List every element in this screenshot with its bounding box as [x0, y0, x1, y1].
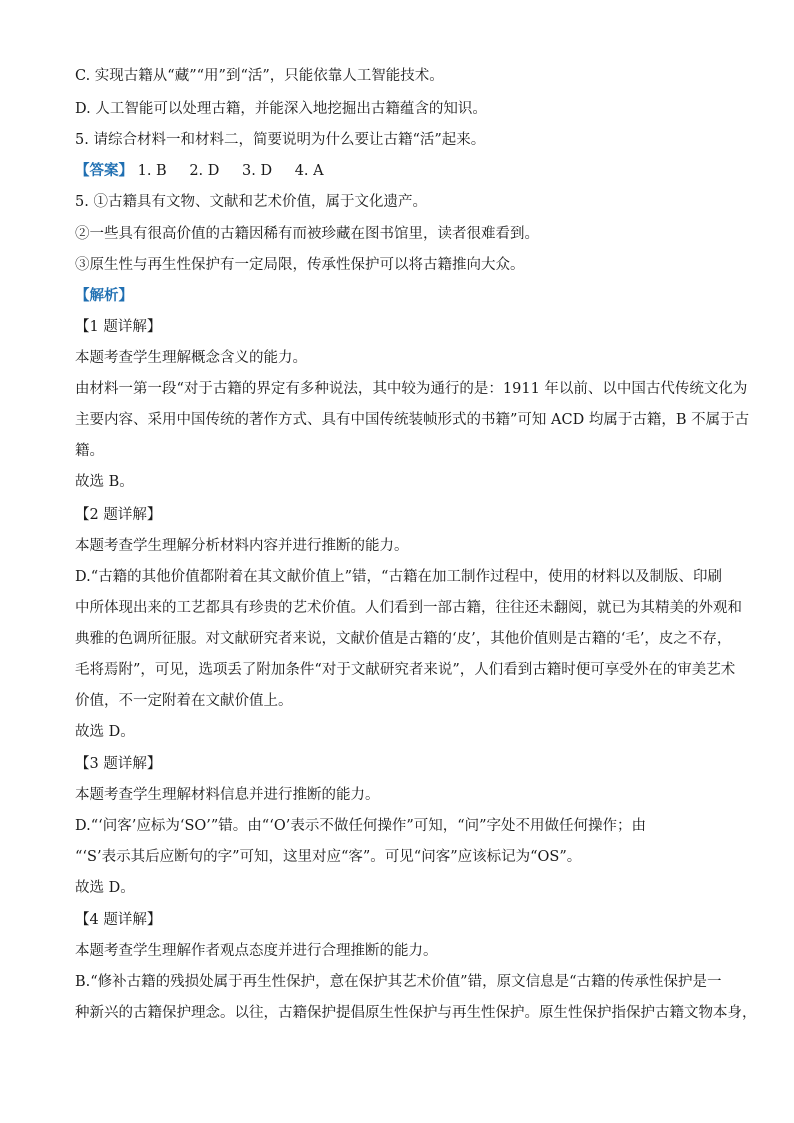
answer-item-1: 1. B	[137, 163, 167, 179]
question-5: 5. 请综合材料一和材料二，简要说明为什么要让古籍“活”起来。	[75, 132, 486, 148]
q4-header: 【4 题详解】	[75, 912, 162, 928]
answer-tag: 【答案】	[75, 162, 133, 179]
q1-line: 由材料一第一段“对于古籍的界定有多种说法，其中较为通行的是：1911 年以前、以中国古代传统文化为	[75, 381, 748, 397]
q2-line: 中所体现出来的工艺都具有珍贵的艺术价值。人们看到一部古籍，往往还未翻阅，就已为其精美的外观和	[75, 600, 742, 616]
q4-line: 本题考查学生理解作者观点态度并进行合理推断的能力。	[75, 943, 438, 959]
q4-line: B.“修补古籍的残损处属于再生性保护，意在保护其艺术价值”错，原文信息是“古籍的传承性保护是一	[75, 974, 722, 990]
answer5-point-2: ②一些具有很高价值的古籍因稀有而被珍藏在图书馆里，读者很难看到。	[75, 226, 539, 242]
q4-line: 种新兴的古籍保护理念。以往，古籍保护提倡原生性保护与再生性保护。原生性保护指保护古籍文物本身，	[75, 1005, 757, 1021]
answer5-point-1: 5. ①古籍具有文物、文献和艺术价值，属于文化遗产。	[75, 194, 427, 210]
q1-header: 【1 题详解】	[75, 319, 162, 335]
q2-line: 典雅的色调所征服。对文献研究者来说，文献价值是古籍的‘皮’，其他价值则是古籍的‘毛’，皮之不存，	[75, 631, 732, 647]
q2-line: 毛将焉附”，可见，选项丢了附加条件“对于文献研究者来说”，人们看到古籍时便可享受外在的审美艺术	[75, 662, 736, 678]
q2-header: 【2 题详解】	[75, 507, 162, 523]
option-c: C. 实现古籍从“藏”“用”到“活”，只能依靠人工智能技术。	[75, 68, 444, 84]
q1-line: 籍。	[75, 443, 104, 459]
q3-line: 本题考查学生理解材料信息并进行推断的能力。	[75, 787, 380, 803]
answer-line	[75, 161, 725, 181]
answer-item-2: 2. D	[189, 163, 220, 179]
option-d: D. 人工智能可以处理古籍，并能深入地挖掘出古籍蕴含的知识。	[75, 101, 487, 117]
q2-line: 本题考查学生理解分析材料内容并进行推断的能力。	[75, 538, 409, 554]
q1-line: 主要内容、采用中国传统的著作方式、具有中国传统装帧形式的书籍”可知 ACD 均属于古籍，B 不属于古	[75, 412, 750, 428]
q3-line: D.“‘问客’应标为‘SO’”错。由“‘O’表示不做任何操作”可知，“问”字处不用做任何操作；由	[75, 818, 647, 834]
analysis-tag: 【解析】	[75, 287, 133, 304]
q2-line: 价值，不一定附着在文献价值上。	[75, 693, 293, 709]
answer5-point-3: ③原生性与再生性保护有一定局限，传承性保护可以将古籍推向大众。	[75, 257, 525, 273]
q3-header: 【3 题详解】	[75, 756, 162, 772]
q1-line: 本题考查学生理解概念含义的能力。	[75, 350, 307, 366]
q2-line: D.“古籍的其他价值都附着在其文献价值上”错，“古籍在加工制作过程中，使用的材料以及制版、印刷	[75, 569, 722, 585]
q2-line: 故选 D。	[75, 724, 135, 740]
answer-item-4: 4. A	[294, 163, 324, 179]
answer-item-3: 3. D	[242, 163, 273, 179]
q3-line: 故选 D。	[75, 880, 135, 896]
q1-line: 故选 B。	[75, 474, 134, 490]
q3-line: “‘S’表示其后应断句的字”可知，这里对应“客”。可见“问客”应该标记为“OS”。	[75, 849, 582, 865]
